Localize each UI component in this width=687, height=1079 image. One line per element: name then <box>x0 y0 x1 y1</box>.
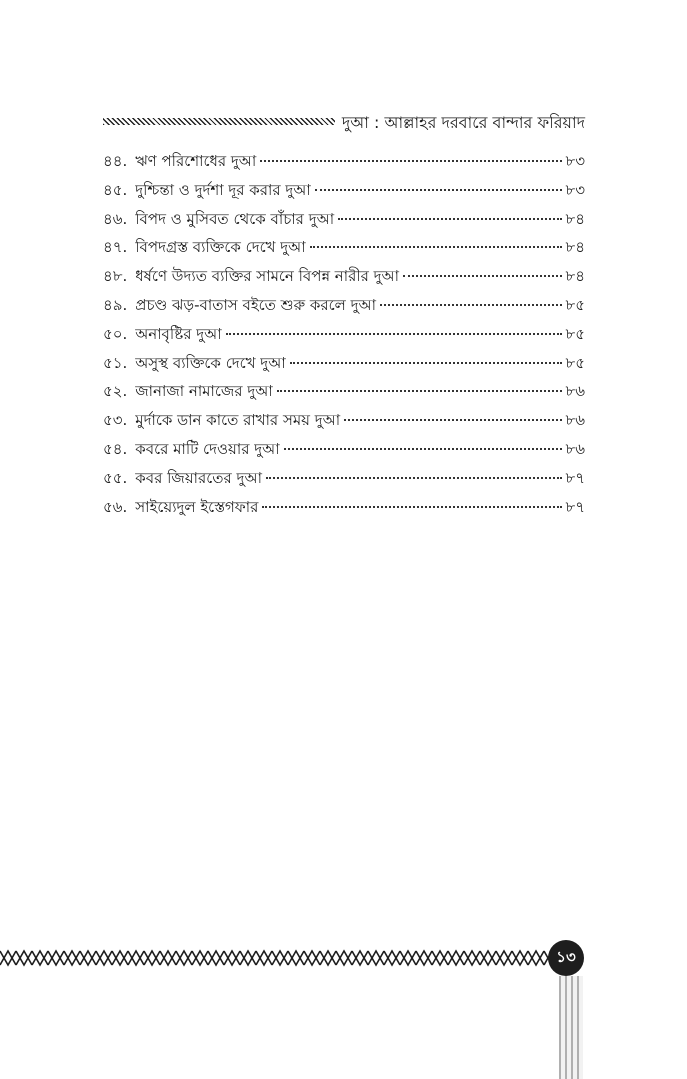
toc-entry-page: ৮৬ <box>565 439 585 458</box>
toc-dot-leader <box>226 333 562 335</box>
toc-entry-number: ৪৭. <box>103 238 128 257</box>
toc-entry <box>103 265 585 294</box>
toc-entry-number: ৪৪. <box>103 152 128 170</box>
toc-entry-page: ৮৩ <box>565 180 585 199</box>
toc-entry-number: ৪৫. <box>103 180 128 199</box>
footer-ornament <box>0 945 562 971</box>
toc-entry-title: বিপদ ও মুসিবত থেকে বাঁচার দুআ <box>135 209 335 228</box>
header-title: দুআ : আল্লাহর দরবারে বান্দার ফরিয়াদ <box>341 113 585 132</box>
toc-dot-leader <box>260 160 561 162</box>
header-ornament <box>103 118 335 125</box>
toc-entry-page: ৮৭ <box>565 468 585 487</box>
toc-entry <box>103 323 585 352</box>
toc-entry-number: ৫২. <box>103 382 128 401</box>
toc-entry-number: ৫০. <box>103 324 128 343</box>
toc-dot-leader <box>277 390 562 392</box>
toc-entry <box>103 409 585 438</box>
toc-entry-page: ৮৪ <box>565 238 585 257</box>
toc-entry-title: অনাবৃষ্টির দুআ <box>135 324 222 343</box>
toc-entry-number: ৫৪. <box>103 439 128 458</box>
toc-entry-number: ৪৬. <box>103 209 128 228</box>
table-of-contents <box>103 150 585 524</box>
toc-dot-leader <box>338 218 561 220</box>
thumb-tab <box>559 976 583 1079</box>
page-number: ১৩ <box>548 940 584 976</box>
toc-dot-leader <box>380 304 562 306</box>
toc-entry-number: ৫১. <box>103 353 128 372</box>
toc-entry <box>103 294 585 323</box>
toc-entry-title: সাইয়্যেদুল ইস্তেগফার <box>135 497 259 516</box>
toc-dot-leader <box>262 506 561 508</box>
toc-entry-title: জানাজা নামাজের দুআ <box>135 382 273 401</box>
toc-entry-number: ৫৫. <box>103 468 128 487</box>
toc-entry <box>103 352 585 381</box>
toc-entry-page: ৮৬ <box>565 382 585 401</box>
toc-entry-title: ধর্ষণে উদ্যত ব্যক্তির সামনে বিপন্ন নারীর দুআ <box>135 267 400 286</box>
toc-entry-title: বিপদগ্রস্ত ব্যক্তিকে দেখে দুআ <box>135 238 306 257</box>
toc-dot-leader <box>344 419 561 421</box>
toc-entry-page: ৮৫ <box>565 324 585 343</box>
toc-entry <box>103 380 585 409</box>
toc-entry-number: ৪৮. <box>103 267 128 286</box>
toc-dot-leader <box>290 362 562 364</box>
toc-entry-page: ৮৪ <box>565 209 585 228</box>
toc-entry-page: ৮৩ <box>565 152 585 170</box>
toc-dot-leader <box>315 189 562 191</box>
toc-dot-leader <box>284 448 562 450</box>
toc-entry-page: ৮৫ <box>565 295 585 314</box>
toc-entry-page: ৮৭ <box>565 497 585 516</box>
toc-entry-page: ৮৬ <box>565 411 585 430</box>
toc-entry <box>103 179 585 208</box>
toc-entry <box>103 496 585 525</box>
toc-entry <box>103 150 585 179</box>
toc-entry-title: দুশ্চিন্তা ও দুর্দশা দূর করার দুআ <box>135 180 311 199</box>
toc-entry-number: ৫৬. <box>103 497 128 516</box>
toc-entry-title: প্রচণ্ড ঝড়-বাতাস বইতে শুরু করলে দুআ <box>135 295 376 314</box>
toc-dot-leader <box>310 246 562 248</box>
toc-entry-page: ৮৫ <box>565 353 585 372</box>
running-header <box>103 108 585 134</box>
toc-entry <box>103 438 585 467</box>
toc-dot-leader <box>266 477 562 479</box>
toc-dot-leader <box>403 275 561 277</box>
toc-entry <box>103 208 585 237</box>
toc-entry-title: অসুস্থ ব্যক্তিকে দেখে দুআ <box>135 353 286 372</box>
toc-entry-number: ৫৩. <box>103 411 128 430</box>
toc-entry-title: কবর জিয়ারতের দুআ <box>135 468 262 487</box>
toc-entry-title: মুর্দাকে ডান কাতে রাখার সময় দুআ <box>135 411 341 430</box>
toc-entry-page: ৮৪ <box>565 267 585 286</box>
toc-entry <box>103 467 585 496</box>
toc-entry-number: ৪৯. <box>103 295 128 314</box>
toc-entry-title: কবরে মাটি দেওয়ার দুআ <box>135 439 280 458</box>
toc-entry <box>103 236 585 265</box>
toc-entry-title: ঋণ পরিশোধের দুআ <box>135 152 257 170</box>
